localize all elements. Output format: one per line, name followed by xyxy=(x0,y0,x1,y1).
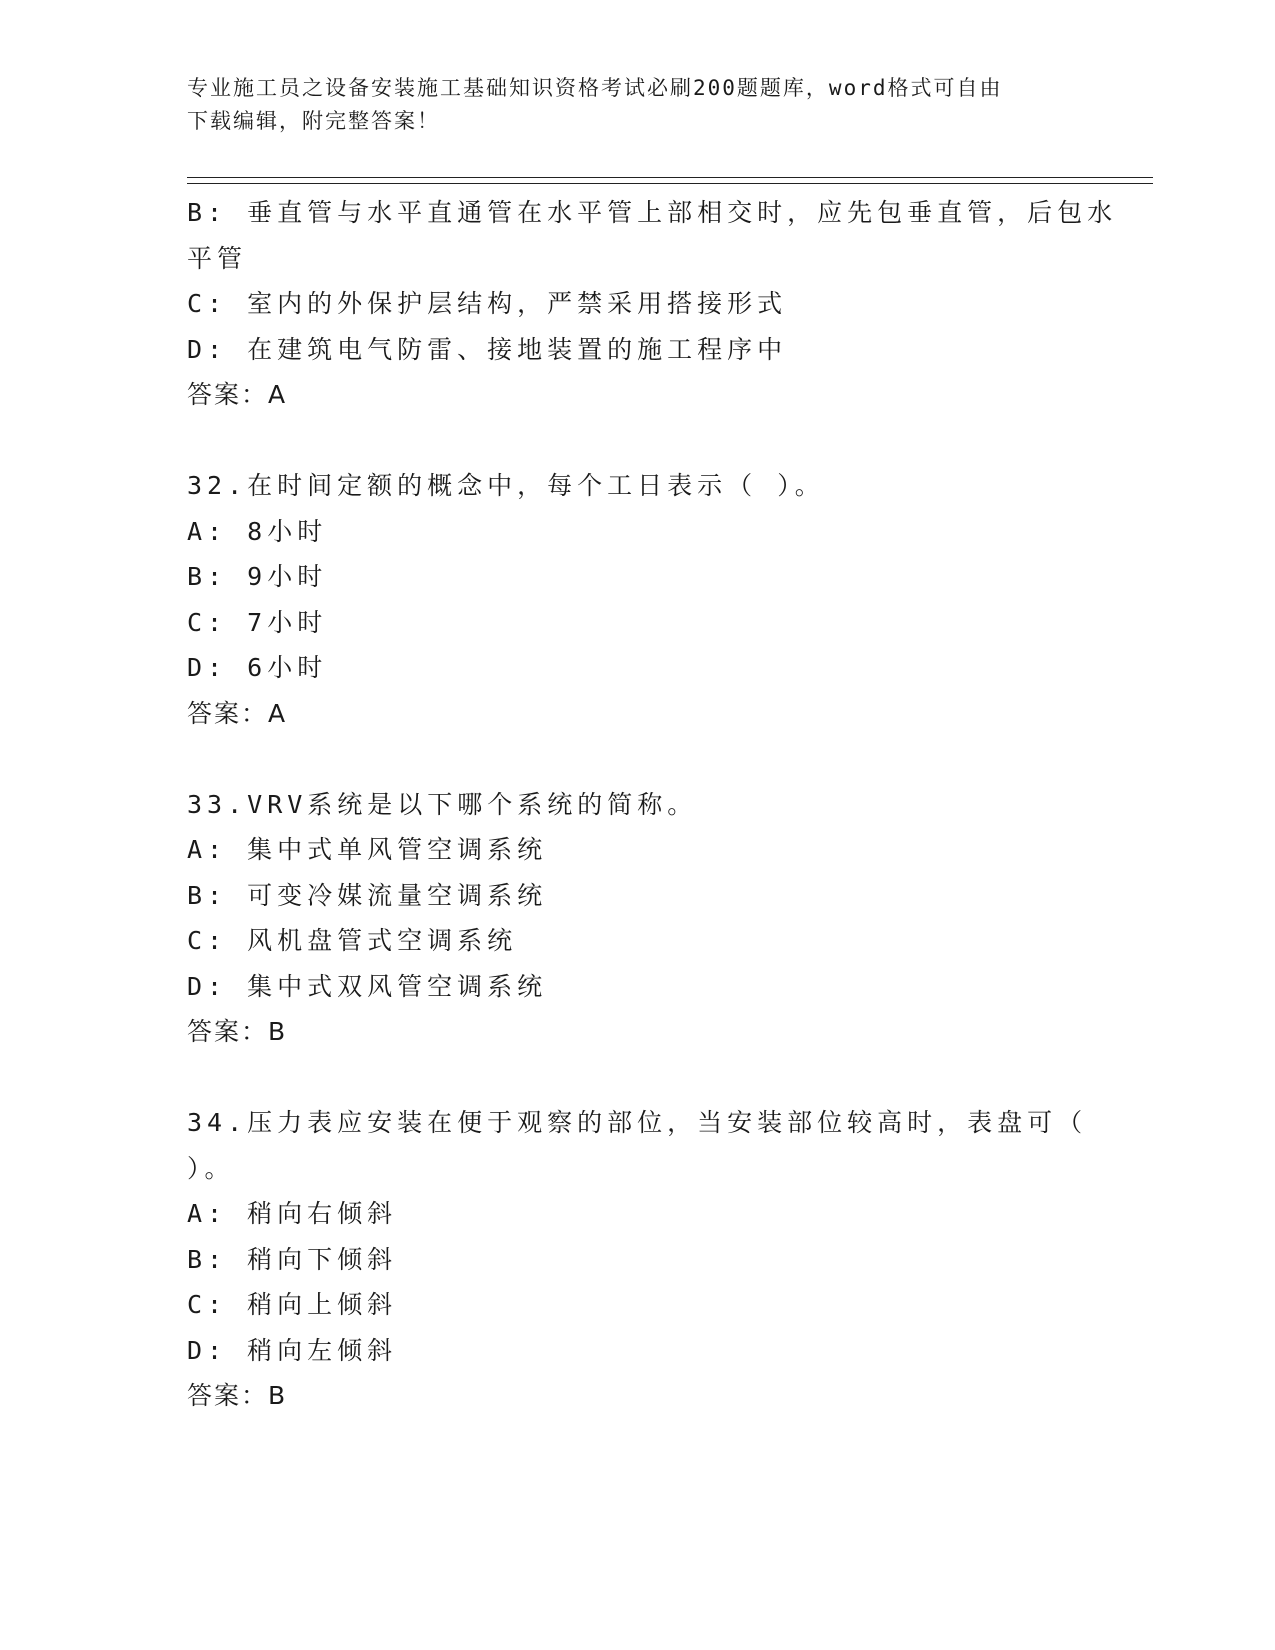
q31-option-c: C: 室内的外保护层结构，严禁采用搭接形式 xyxy=(187,289,788,318)
question-34 xyxy=(187,1100,1087,1419)
q34-option-c: C: 稍向上倾斜 xyxy=(187,1290,398,1319)
q34-question-line-2: ）。 xyxy=(187,1153,235,1183)
question-list xyxy=(187,190,1118,1419)
q32-option-d: D: 6小时 xyxy=(187,653,328,682)
q33-option-b: B: 可变冷媒流量空调系统 xyxy=(187,880,548,910)
document-header xyxy=(187,72,1067,138)
spacer xyxy=(187,1055,1087,1101)
header-title-line-2: 下载编辑，附完整答案！ xyxy=(187,109,440,133)
question-32 xyxy=(187,463,1087,736)
q34-option-a: A: 稍向右倾斜 xyxy=(187,1199,398,1228)
q32-answer: 答案：A xyxy=(187,698,288,728)
q31-option-b-line-2: 平管 xyxy=(187,243,248,273)
q34-question-line-1: 34.压力表应安装在便于观察的部位，当安装部位较高时，表盘可（ xyxy=(187,1108,1088,1137)
q31-answer: 答案：A xyxy=(187,380,288,409)
q33-option-c: C: 风机盘管式空调系统 xyxy=(187,926,518,955)
q33-option-a: A: 集中式单风管空调系统 xyxy=(187,835,548,864)
question-33 xyxy=(187,782,1087,1055)
q32-option-b: B: 9小时 xyxy=(187,562,328,591)
header-title-line-1: 专业施工员之设备安装施工基础知识资格考试必刷200题题库，word格式可自由 xyxy=(187,76,1003,100)
header-divider-bottom xyxy=(187,183,1153,184)
q32-option-a: A: 8小时 xyxy=(187,516,328,546)
spacer xyxy=(187,736,1087,782)
spacer xyxy=(187,418,1087,464)
q34-option-d: D: 稍向左倾斜 xyxy=(187,1335,398,1365)
q33-question: 33.VRV系统是以下哪个系统的简称。 xyxy=(187,789,698,819)
q31-option-d: D: 在建筑电气防雷、接地装置的施工程序中 xyxy=(187,334,788,364)
q33-option-d: D: 集中式双风管空调系统 xyxy=(187,971,548,1001)
q33-answer: 答案：B xyxy=(187,1017,288,1046)
question-31 xyxy=(187,190,1118,418)
q32-question: 32.在时间定额的概念中，每个工日表示（ ）。 xyxy=(187,471,825,500)
q34-answer: 答案：B xyxy=(187,1381,288,1410)
q32-option-c: C: 7小时 xyxy=(187,607,328,637)
q31-option-b-line-1: B: 垂直管与水平直通管在水平管上部相交时，应先包垂直管，后包水 xyxy=(187,198,1118,227)
header-divider-top xyxy=(187,177,1153,178)
q34-option-b: B: 稍向下倾斜 xyxy=(187,1244,398,1274)
